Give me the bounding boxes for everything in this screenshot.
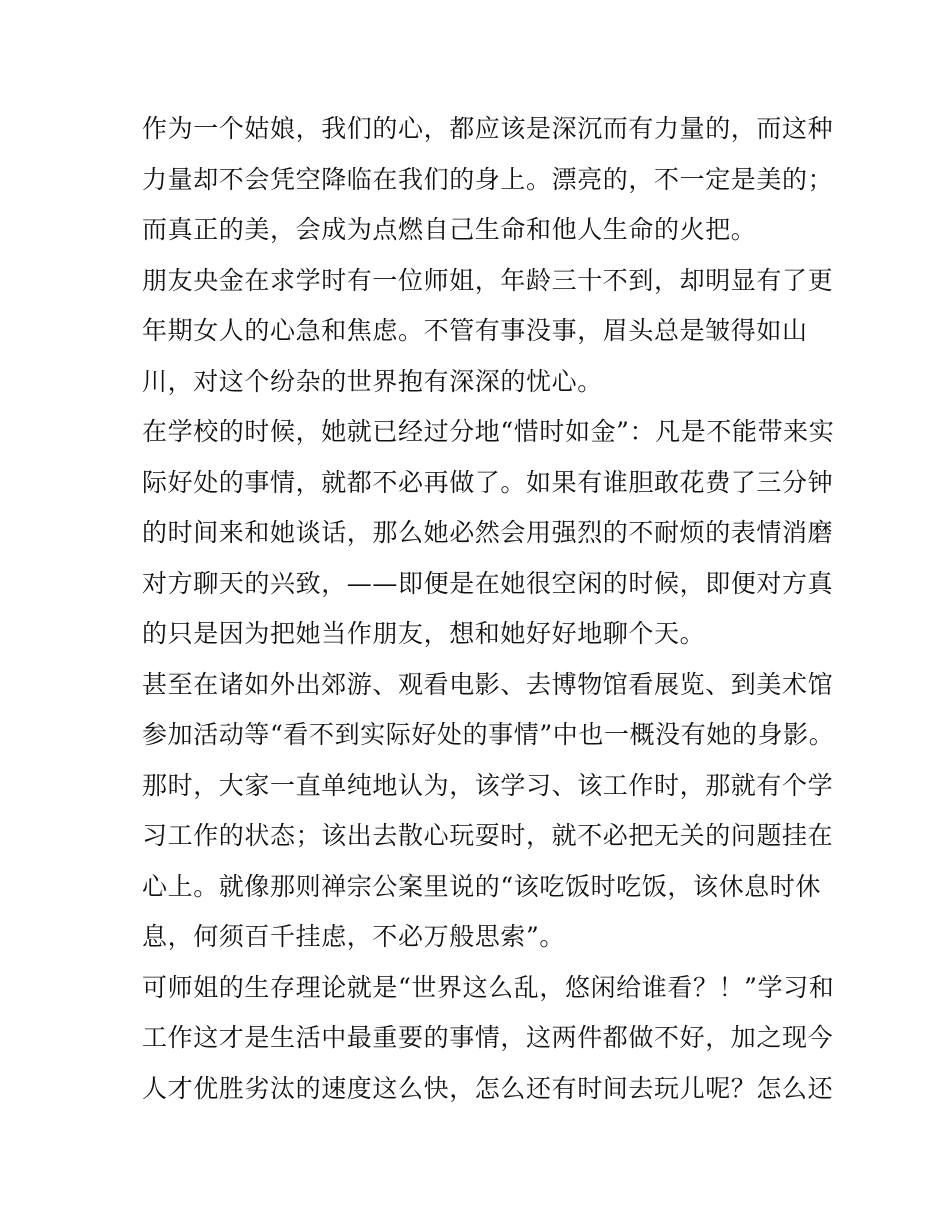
paragraph-6 <box>142 963 835 1115</box>
document-body <box>142 104 835 1114</box>
text-line: 那时，大家一直单纯地认为，该学习、该工作时，那就有个学 <box>142 770 834 800</box>
paragraph-5 <box>142 761 834 963</box>
text-line: 川，对这个纷杂的世界抱有深深的忧心。 <box>142 366 603 396</box>
text-line: 朋友央金在求学时有一位师姐，年龄三十不到，却明显有了更 <box>142 265 834 295</box>
paragraph-4 <box>142 660 835 761</box>
text-line: 年期女人的心急和焦虑。不管有事没事，眉头总是皱得如山 <box>142 316 808 345</box>
text-line: 参加活动等“看不到实际好处的事情”中也一概没有她的身影。 <box>142 720 835 749</box>
paragraph-3 <box>142 407 835 660</box>
paragraph-1 <box>142 104 834 256</box>
text-line: 而真正的美，会成为点燃自己生命和他人生命的火把。 <box>142 215 757 244</box>
paragraph-2 <box>142 256 834 408</box>
text-line: 人才优胜劣汰的速度这么快，怎么还有时间去玩儿呢？怎么还 <box>142 1073 834 1103</box>
text-line: 可师姐的生存理论就是“世界这么乱，悠闲给谁看？！”学习和 <box>142 972 835 1002</box>
text-line: 息，何须百千挂虑，不必万般思索”。 <box>142 922 565 951</box>
text-line: 工作这才是生活中最重要的事情，这两件都做不好，加之现今 <box>142 1023 834 1052</box>
text-line: 在学校的时候，她就已经过分地“惜时如金”：凡是不能带来实 <box>142 417 835 446</box>
text-line: 际好处的事情，就都不必再做了。如果有谁胆敢花费了三分钟 <box>142 467 834 497</box>
text-line: 心上。就像那则禅宗公案里说的“该吃饭时吃饭，该休息时休 <box>142 871 821 901</box>
text-line: 力量却不会凭空降临在我们的身上。漂亮的，不一定是美的； <box>142 164 834 194</box>
text-line: 的时间来和她谈话，那么她必然会用强烈的不耐烦的表情消磨 <box>142 518 834 547</box>
text-line: 对方聊天的兴致，——即便是在她很空闲的时候，即便对方真 <box>142 568 834 598</box>
text-line: 的只是因为把她当作朋友，想和她好好地聊个天。 <box>142 619 706 648</box>
text-line: 作为一个姑娘，我们的心，都应该是深沉而有力量的，而这种 <box>142 114 834 143</box>
text-line: 习工作的状态；该出去散心玩耍时，就不必把无关的问题挂在 <box>142 821 834 850</box>
text-line: 甚至在诸如外出郊游、观看电影、去博物馆看展览、到美术馆 <box>142 669 834 699</box>
